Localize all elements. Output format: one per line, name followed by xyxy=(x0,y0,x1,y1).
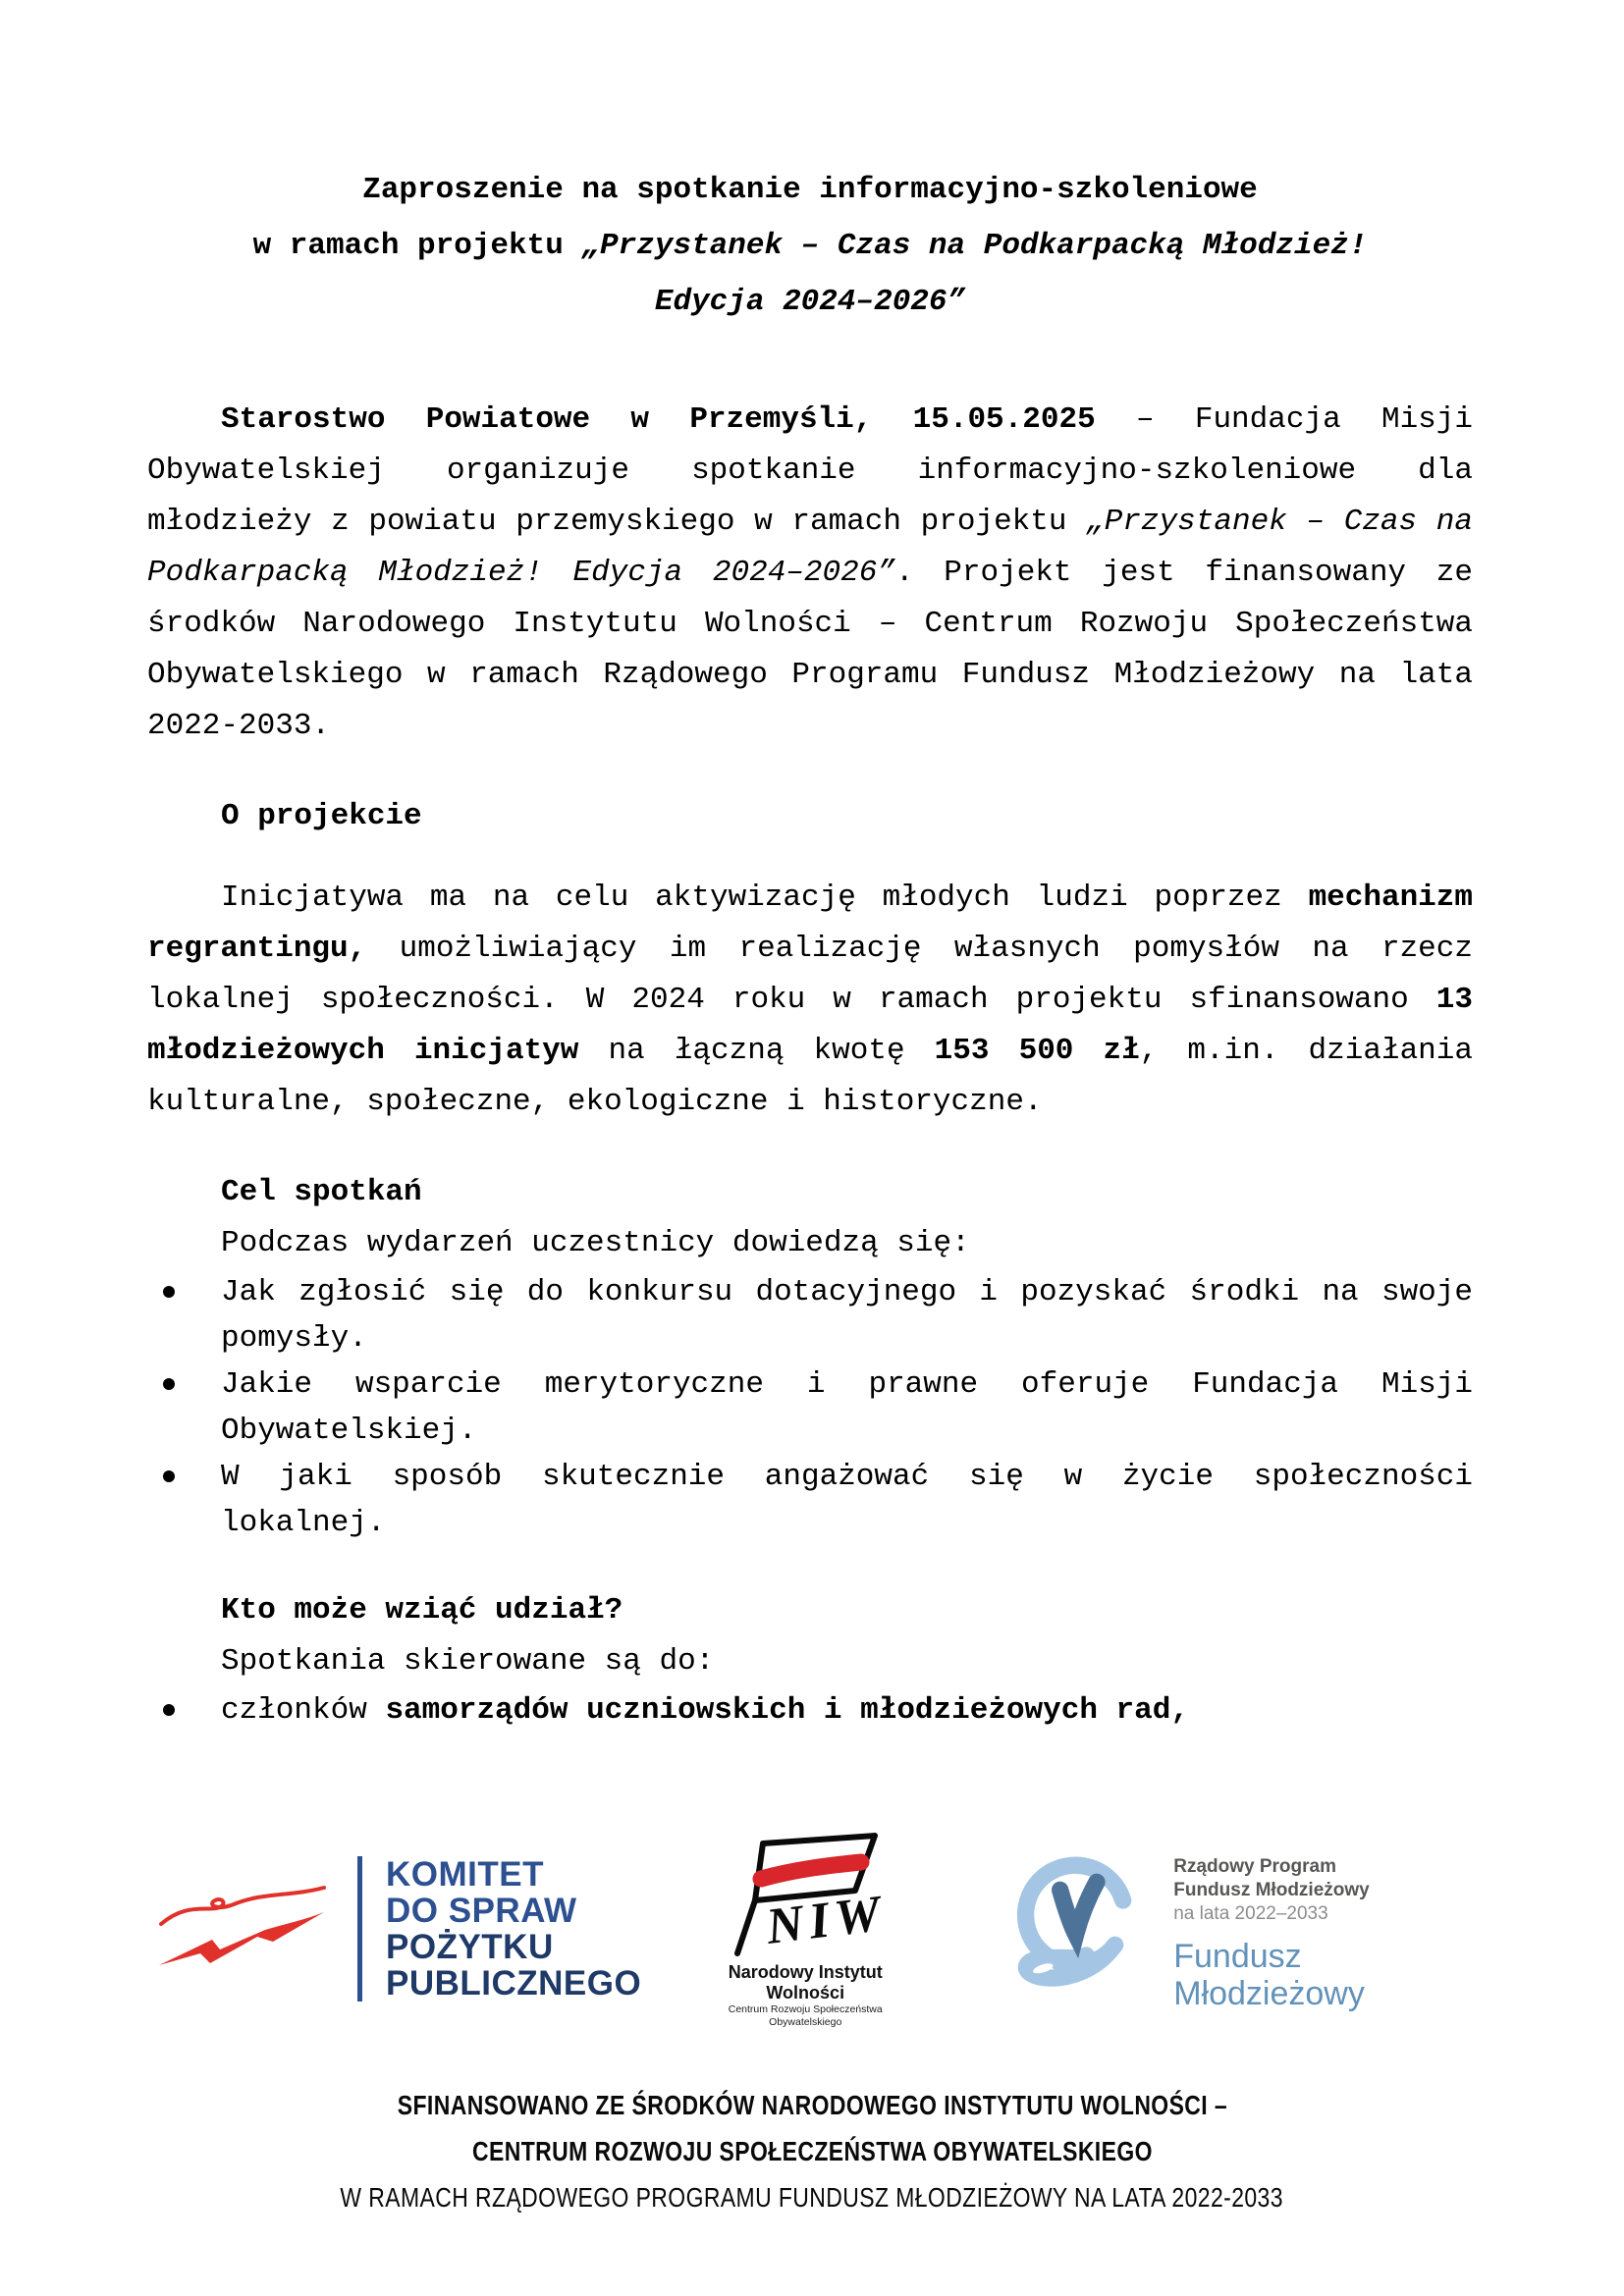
footer-line-3: W RAMACH RZĄDOWEGO PROGRAMU FUNDUSZ MŁODZIEŻOWY NA LATA 2022-2033 xyxy=(340,2182,1284,2213)
document-title xyxy=(147,162,1473,330)
title-line-1: Zaproszenie na spotkanie informacyjno-szkoleniowe xyxy=(362,173,1258,207)
niw-flag-icon xyxy=(712,1830,898,1959)
list-item: Jakie wsparcie merytoryczne i prawne oferuje Fundacja Misji Obywatelskiej. xyxy=(221,1362,1473,1454)
list-item: Jak zgłosić się do konkursu dotacyjnego i pozyskać środki na swoje pomysły. xyxy=(221,1269,1473,1362)
fm-name-line-1: Fundusz xyxy=(1173,1938,1302,1975)
footer-line-1: SFINANSOWANO ZE ŚRODKÓW NARODOWEGO INSTYTUTU WOLNOŚCI – xyxy=(397,2090,1227,2120)
list-item: W jaki sposób skutecznie angażować się w życie społeczności lokalnej. xyxy=(221,1454,1473,1546)
kpp-line-2: DO SPRAW xyxy=(386,1892,577,1930)
cel-spotkan-intro: Podczas wydarzeń uczestnicy dowiedzą się: xyxy=(221,1226,970,1260)
svg-text:NIW: NIW xyxy=(763,1884,890,1955)
kto-moze-intro: Spotkania skierowane są do: xyxy=(221,1644,715,1679)
section-heading-kto-moze: Kto może wziąć udział? xyxy=(221,1593,623,1628)
fundusz-mlodziezowy-logo xyxy=(1002,1845,1370,2012)
fm-program-line-3: na lata 2022–2033 xyxy=(1173,1903,1328,1924)
niw-caption-main: Narodowy Instytut Wolności xyxy=(728,1961,883,2002)
footer-line-2: CENTRUM ROZWOJU SPOŁECZEŃSTWA OBYWATELSKIEGO xyxy=(471,2136,1153,2166)
fm-logo-text xyxy=(1173,1845,1370,2012)
kpp-flag-icon xyxy=(155,1881,330,1977)
kpp-divider-bar xyxy=(357,1856,362,2002)
cel-spotkan-bullet-list xyxy=(147,1269,1473,1546)
fm-program-line-2: Fundusz Młodzieżowy xyxy=(1173,1880,1370,1900)
funding-footer xyxy=(0,2085,1624,2223)
kpp-logo-text xyxy=(386,1856,641,2002)
kpp-line-1: KOMITET xyxy=(386,1855,544,1894)
kpp-logo xyxy=(155,1856,641,2002)
title-line-3: Edycja 2024–2026” xyxy=(654,285,966,319)
section-heading-o-projekcie: O projekcie xyxy=(221,799,422,833)
intro-paragraph: Starostwo Powiatowe w Przemyśli, 15.05.2025 – Fundacja Misji Obywatelskiej organizuje spotkanie informacyjno-szkoleniowe dla młodzieży z powiatu przemyskiego w ramach projektu „Przystanek – Czas na Podkarpacką Młodzież! Edycja 2024–2026”. Projekt jest finansowany ze środków Narodowego Instytutu Wolności – Centrum Rozwoju Społeczeństwa Obywatelskiego w ramach Rządowego Programu Fundusz Młodzieżowy na lata 2022-2033. xyxy=(147,402,1473,743)
fm-check-circle-icon xyxy=(1002,1845,1160,2002)
fm-name-line-2: Młodzieżowy xyxy=(1173,1975,1365,2012)
list-item: członków samorządów uczniowskich i młodzieżowych rad, xyxy=(221,1687,1473,1734)
kpp-line-3: POŻYTKU xyxy=(386,1928,554,1966)
fm-program-line-1: Rządowy Program xyxy=(1173,1856,1336,1877)
logo-band xyxy=(0,1836,1624,2028)
kto-moze-bullet-list xyxy=(147,1687,1473,1734)
kpp-line-4: PUBLICZNEGO xyxy=(386,1964,642,2002)
o-projekcie-paragraph: Inicjatywa ma na celu aktywizację młodych ludzi poprzez mechanizm regrantingu, umożliwiający im realizację własnych pomysłów na rzecz lokalnej społeczności. W 2024 roku w ramach projektu sfinansowano 13 młodzieżowych inicjatyw na łączną kwotę 153 500 zł, m.in. działania kulturalne, społeczne, ekologiczne i historyczne. xyxy=(147,881,1473,1119)
niw-logo xyxy=(702,1830,908,2029)
section-heading-cel-spotkan: Cel spotkań xyxy=(221,1175,422,1209)
title-line-2: w ramach projektu „Przystanek – Czas na Podkarpacką Młodzież! xyxy=(252,229,1368,263)
niw-caption-sub: Centrum Rozwoju Społeczeństwa Obywatelskiego xyxy=(728,2002,883,2028)
